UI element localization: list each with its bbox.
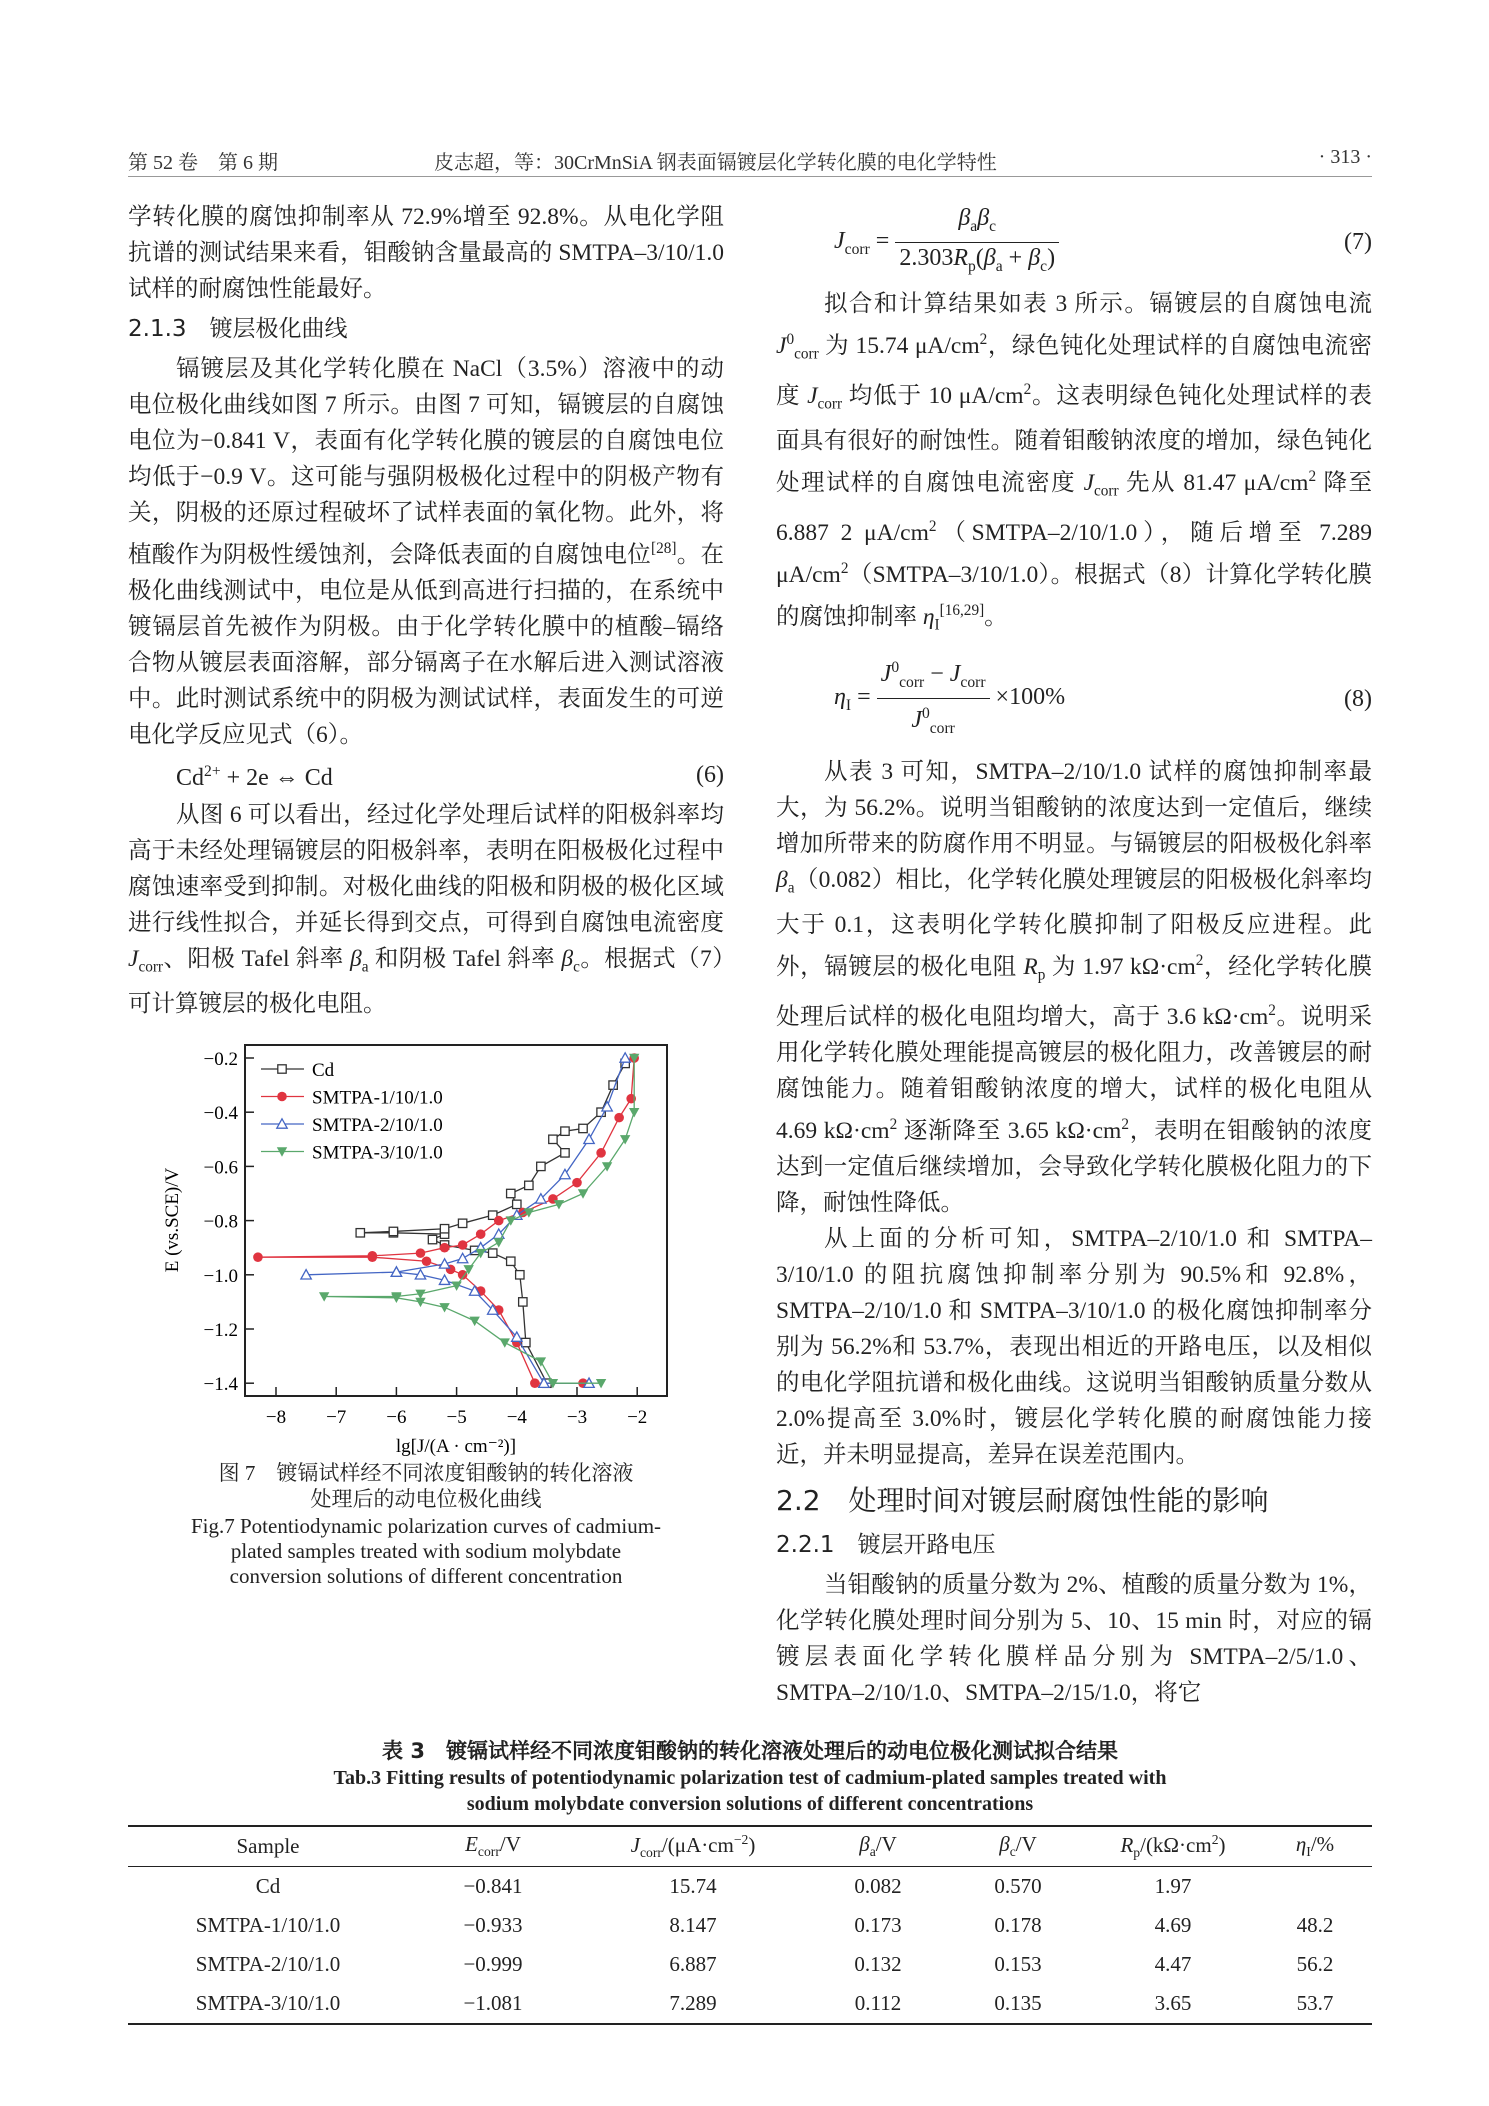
table-cell: 0.173 (854, 1912, 902, 1937)
figure-caption-cn-2: 处理后的动电位极化曲线 (310, 1486, 542, 1511)
table-caption-en-2: sodium molybdate conversion solutions of different concentrations (466, 1792, 1034, 1815)
data-point (458, 1219, 466, 1227)
table-section (128, 1737, 1372, 2025)
table-row (128, 1906, 1372, 1945)
data-point (439, 1303, 449, 1312)
paragraph: 拟合和计算结果如表 3 所示。镉镀层的自腐蚀电流 $J^0_{corr}$ 为 15.74 $\mu A/cm^2$，绿色钝化处理试样的自腐蚀电流密度 $J_{corr}$ 均低于 10 $\mu A/cm^2$。这表明绿色钝化处理试样的表面具有很好的耐蚀性。随着钼酸钠浓度的增加，绿色钝化处理试样的自腐蚀电流密度 $J_{corr}$ 先从 81.47 $\mu A/cm^2$ 降至 6.887 2 $\mu A/cm^2(SMTPA-2/10/1.0)$，随后增至 7.289 $\mu A/cm^2(SMTPA-3/10/1.0)$。根据式（8）计算化学转化膜的腐蚀抑制率 $\eta_I[16,29]$。 (776, 290, 1373, 634)
data-point (579, 1124, 587, 1132)
data-point (549, 1135, 557, 1143)
y-tick-label: −0.4 (203, 1102, 238, 1124)
data-point (522, 1338, 530, 1346)
table-body (128, 1866, 1372, 2024)
right-column (776, 199, 1372, 1711)
table-row (128, 1945, 1372, 1984)
paragraph: 当钼酸钠的质量分数为 2%、植酸的质量分数为 1%，化学转化膜处理时间分别为 5、10、15 min 时，对应的镉镀层表面化学转化膜样品分别为 SMTPA–2/5/1.0、SMTPA–2/10/1.0、SMTPA–2/15/1.0，将它 (776, 1571, 1372, 1706)
legend-label: Cd (312, 1059, 335, 1081)
equation-7-fraction (895, 203, 1059, 282)
figure-caption-en: Fig.7 Potentiodynamic polarization curves of cadmium-plated samples treated with sodium molybdate conversion solutions of different concentration (190, 1513, 662, 1588)
data-point (561, 1126, 569, 1134)
x-tick-label: −7 (326, 1406, 347, 1428)
data-point (476, 1229, 486, 1239)
equation-7-number: (7) (1344, 229, 1372, 256)
equation-8-lhs: $\eta_I$ = (834, 684, 871, 714)
table-cell: 0.132 (854, 1951, 902, 1976)
table-header-row (128, 1826, 1372, 1867)
x-axis-label: lg[J/(A · cm⁻²)] (395, 1435, 517, 1457)
table-cell: 15.74 (669, 1873, 717, 1898)
data-point (457, 1253, 467, 1262)
equation-8-denominator: $J^0_{corr}$ (911, 705, 955, 737)
legend-label: SMTPA-1/10/1.0 (312, 1087, 443, 1109)
data-point (494, 1215, 504, 1225)
equation-7-denominator: $2.303R_p(\beta_a + \beta_c)$ (899, 244, 1056, 275)
paragraph: 从表 3 可知，SMTPA–2/10/1.0 试样的腐蚀抑制率最大，为 56.2%。说明当钼酸钠的浓度达到一定值后，继续增加所带来的防腐作用不明显。与镉镀层的阳极极化斜率 $\beta_a(0.082)$相比，化学转化膜处理镀层的阳极极化斜率均大于 0.1，这表明化学转化膜抑制了阳极反应进程。此外，镉镀层的极化电阻 $R_p$ 为 1.97 $k\Omega\cdot cm^2$，经化学转化膜处理后试样的极化电阻均增大，高于 3.6 $k\Omega\cdot cm^2$。说明采用化学转化膜处理能提高镀层的极化阻力，改善镀层的耐腐蚀能力。随着钼酸钠浓度的增大，试样的极化电阻从 4.69 $k\Omega\cdot cm^2$ 逐渐降至 3.65 $k\Omega\cdot cm^2$，表明在钼酸钠的浓度达到一定值后继续增加，会导致化学转化膜极化阻力的下降，耐蚀性降低。 (776, 758, 1373, 1216)
data-point (620, 1135, 630, 1144)
table-cell: 3.65 (1154, 1990, 1192, 2015)
series-line-0 (360, 1063, 625, 1383)
paragraph: 镉镀层及其化学转化膜在 NaCl（3.5%）溶液中的动电位极化曲线如图 7 所示。由图 7 可知，镉镀层的自腐蚀电位为−0.841 V，表面有化学转化膜的镀层的自腐蚀电位均低于−0.9 V。这可能与强阴极极化过程中的阴极产物有关，阴极的还原过程破坏了试样表面的氧化物。此外，将植酸作为阴极性缓蚀剂，会降低表面的自腐蚀电位[28]。在极化曲线测试中，电位是从低到高进行扫描的，在系统中镀镉层首先被作为阴极。由于化学转化膜中的植酸–镉络合物从镀层表面溶解，部分镉离子在水解后进入测试溶液中。此时测试系统中的阴极为测试试样，表面发生的可逆电化学反应见式（6）。 (128, 356, 724, 748)
data-point (507, 1189, 515, 1197)
paragraph: 从图 6 可以看出，经过化学处理后试样的阳极斜率均高于未经处理镉镀层的阳极斜率，表明在阳极极化过程中腐蚀速率受到抑制。对极化曲线的阳极和阴极的极化区域进行线性拟合，并延长得到交点，可得到自腐蚀电流密度 $J_{corr}$、阳极 Tafel 斜率 $\beta_a$ 和阴极 Tafel 斜率 $\beta_c$。根据式（7）可计算镀层的极化电阻。 (128, 801, 724, 1017)
equation-7 (776, 199, 1372, 286)
table-cell: SMTPA-1/10/1.0 (195, 1912, 341, 1937)
data-point (525, 1181, 533, 1189)
journal-volume-issue: 第 52 卷 第 6 期 (128, 152, 278, 174)
equation-8-numerator: $J^0_{corr} - J_{corr}$ (877, 653, 990, 699)
table-cell: −0.933 (463, 1912, 523, 1937)
column-header: $J_{corr}/(\mu A\cdot cm^{-2})$ (630, 1831, 756, 1860)
section-heading-2-2-1: 2.2.1 镀层开路电压 (776, 1531, 996, 1558)
table-cell: −1.081 (463, 1990, 523, 2015)
data-point (561, 1148, 569, 1156)
data-point (530, 1378, 540, 1388)
data-point (489, 1248, 497, 1256)
paragraph: 从上面的分析可知，SMTPA–2/10/1.0 和 SMTPA–3/10/1.0 的阻抗腐蚀抑制率分别为 90.5%和 92.8%，SMTPA–2/10/1.0 和 SMTPA–3/10/1.0 的极化腐蚀抑制率分别为 56.2%和 53.7%，表现出相近的开路电压，以及相似的电化学阻抗谱和极化曲线。这说明当钼酸钠质量分数从 2.0%提高至 3.0%时，镀层化学转化膜的耐腐蚀能力接近，并未明显提高，差异在误差范围内。 (776, 1225, 1372, 1468)
legend-label: SMTPA-3/10/1.0 (312, 1142, 443, 1164)
section-heading-2-1-3: 2.1.3 镀层极化曲线 (128, 316, 348, 342)
equation-7-numerator: $\beta_a\beta_c$ (895, 203, 1059, 243)
equation-8-fraction (877, 653, 990, 744)
data-point (494, 1238, 504, 1247)
x-tick-label: −5 (446, 1406, 467, 1428)
column-header: $\beta_c/V$ (999, 1832, 1037, 1860)
table-cell: 8.147 (669, 1912, 717, 1937)
equation-6 (128, 753, 724, 797)
y-axis-label: E (vs.SCE)/V (162, 1167, 183, 1272)
x-tick-label: −4 (506, 1406, 527, 1428)
data-point (519, 1297, 527, 1305)
table-cell (1258, 1866, 1372, 1906)
data-point (537, 1162, 545, 1170)
table-row (128, 1984, 1372, 2024)
table-caption-cn: 表 3 镀镉试样经不同浓度钼酸钠的转化溶液处理后的动电位极化测试拟合结果 (382, 1738, 1118, 1763)
y-tick-label: −1.2 (203, 1319, 238, 1341)
paragraph: 学转化膜的腐蚀抑制率从 72.9%增至 92.8%。从电化学阻抗谱的测试结果来看，钼酸钠含量最高的 SMTPA–3/10/1.0 试样的耐腐蚀性能最好。 (128, 204, 724, 302)
data-point (458, 1240, 468, 1250)
section-heading-2-2: 2.2 处理时间对镀层耐腐蚀性能的影响 (776, 1483, 1269, 1517)
polarization-chart (120, 1040, 700, 1460)
y-tick-label: −1.4 (203, 1373, 238, 1395)
data-point (389, 1227, 397, 1235)
column-header: $E_{corr}/V$ (465, 1832, 521, 1860)
table-cell: SMTPA-3/10/1.0 (195, 1990, 341, 2015)
data-point (572, 1177, 582, 1187)
table-cell: −0.999 (463, 1951, 523, 1976)
results-table (128, 1825, 1372, 2025)
figure-caption (128, 1460, 724, 1589)
data-point (440, 1224, 448, 1232)
x-tick-label: −2 (627, 1406, 648, 1428)
data-point (614, 1112, 624, 1122)
data-point (368, 1251, 378, 1261)
table-cell: −0.841 (463, 1873, 523, 1898)
column-header: Sample (236, 1833, 300, 1858)
column-header: $\beta_a/V$ (859, 1832, 897, 1860)
page-number: · 313 · (1318, 146, 1372, 168)
figure-caption-cn-1: 图 7 镀镉试样经不同浓度钼酸钠的转化溶液 (218, 1460, 634, 1485)
table-cell: 4.47 (1154, 1951, 1192, 1976)
y-tick-label: −0.6 (203, 1156, 238, 1178)
y-tick-label: −0.2 (203, 1048, 238, 1070)
data-point (578, 1189, 588, 1198)
data-point (629, 1108, 639, 1117)
table-cell: 0.153 (994, 1951, 1042, 1976)
running-header (128, 146, 1372, 177)
x-tick-label: −6 (386, 1406, 407, 1428)
y-tick-label: −0.8 (203, 1211, 238, 1233)
table-cell: 0.135 (994, 1990, 1042, 2015)
x-tick-label: −3 (566, 1406, 588, 1428)
legend-label: SMTPA-2/10/1.0 (312, 1114, 443, 1136)
equation-6-body: $Cd^{2+} + 2e$ ⇔ Cd (176, 762, 333, 791)
equation-8-number: (8) (1344, 685, 1372, 712)
table-cell: 1.97 (1154, 1873, 1192, 1898)
equation-6-number: (6) (696, 761, 724, 788)
table-cell: 0.112 (854, 1990, 902, 2015)
table-cell: 56.2 (1296, 1951, 1334, 1976)
data-point (560, 1169, 570, 1178)
table-cell: 7.289 (669, 1990, 717, 2015)
table-cell: 48.2 (1296, 1912, 1334, 1937)
table-cell: SMTPA-2/10/1.0 (195, 1951, 341, 1976)
table-row (128, 1866, 1372, 1906)
table-cell: 0.178 (994, 1912, 1042, 1937)
table-cell: 0.570 (994, 1873, 1042, 1898)
y-tick-label: −1.0 (203, 1265, 238, 1287)
equation-7-lhs: $J_{corr}$ = (834, 227, 890, 258)
running-title: 皮志超，等：30CrMnSiA 钢表面镉镀层化学转化膜的电化学特性 (434, 152, 997, 174)
table-cell: 0.082 (854, 1873, 902, 1898)
left-column (128, 199, 724, 1711)
x-tick-label: −8 (265, 1406, 287, 1428)
column-header: $R_p/(k\Omega\cdot cm^2)$ (1120, 1831, 1226, 1860)
data-point (469, 1316, 479, 1325)
data-point (356, 1228, 364, 1236)
table-cell: Cd (255, 1873, 281, 1898)
equation-8-tail: ×100% (995, 684, 1066, 711)
data-point (428, 1235, 436, 1243)
data-point (278, 1064, 286, 1072)
figure-7 (128, 1040, 724, 1589)
data-point (596, 1148, 606, 1158)
data-point (584, 1134, 594, 1143)
table-cell: 6.887 (669, 1951, 717, 1976)
data-point (416, 1248, 426, 1258)
data-point (513, 1200, 521, 1208)
plot-frame (245, 1045, 667, 1396)
data-point (277, 1091, 287, 1101)
data-point (422, 1256, 432, 1266)
data-point (253, 1252, 263, 1262)
table-caption-en-1: Tab.3 Fitting results of potentiodynamic polarization test of cadmium-plated samples treated with (333, 1766, 1167, 1789)
data-point (516, 1270, 524, 1278)
equation-8 (776, 649, 1372, 748)
table-caption (128, 1737, 1372, 1817)
data-point (440, 1242, 450, 1252)
data-point (500, 1338, 510, 1347)
table-cell: 53.7 (1296, 1990, 1334, 2015)
table-cell: 4.69 (1154, 1912, 1192, 1937)
column-header: $\eta_I/\%$ (1295, 1832, 1335, 1860)
two-column-body (128, 199, 1372, 1711)
data-point (507, 1257, 515, 1265)
data-point (620, 1052, 630, 1061)
